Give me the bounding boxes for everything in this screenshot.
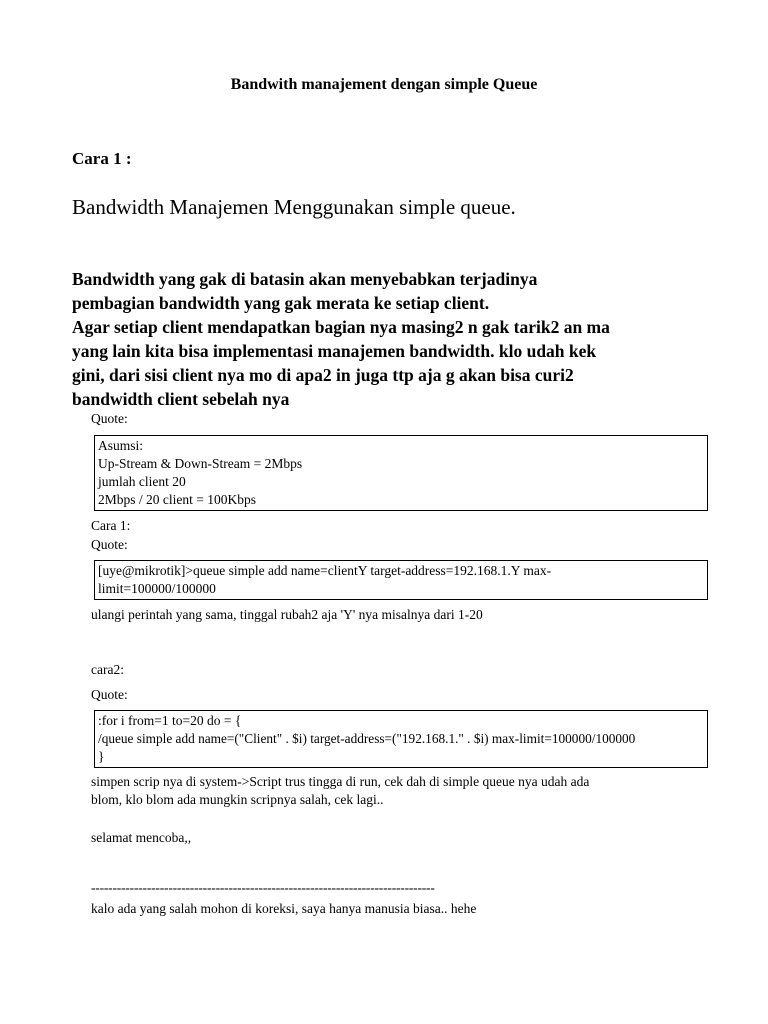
quote-line: Up-Stream & Down-Stream = 2Mbps — [98, 456, 303, 471]
quote-line: /queue simple add name=("Client" . $i) target-address=("192.168.1." . $i) max-limit=100000/100000 — [98, 731, 636, 746]
intro-line: gini, dari sisi client nya mo di apa2 in juga ttp aja g akan bisa curi2 — [72, 365, 574, 385]
quote-line: :for i from=1 to=20 do = { — [98, 713, 242, 728]
quote-box-command — [94, 560, 708, 600]
intro-line: Agar setiap client mendapatkan bagian nya masing2 n gak tarik2 an ma — [72, 317, 610, 337]
repeat-note: ulangi perintah yang sama, tinggal rubah2 aja 'Y' nya misalnya dari 1-20 — [91, 607, 483, 622]
method-two-label: cara2: — [91, 662, 124, 677]
quote-line: Asumsi: — [98, 438, 144, 453]
intro-paragraph — [72, 267, 610, 411]
quote-label: Quote: — [91, 687, 128, 702]
intro-line: yang lain kita bisa implementasi manajemen bandwidth. klo udah kek — [72, 341, 597, 361]
divider-line: -------------------------------------------------------------------------------- — [91, 880, 435, 895]
section-heading: Bandwidth Manajemen Menggunakan simple queue. — [72, 195, 516, 219]
quote-line: limit=100000/100000 — [98, 581, 216, 596]
quote-line: [uye@mikrotik]>queue simple add name=clientY target-address=192.168.1.Y max- — [98, 563, 552, 578]
method-one-label: Cara 1: — [91, 518, 131, 533]
quote-label: Quote: — [91, 411, 128, 426]
save-note-line: simpen scrip nya di system->Script trus tingga di run, cek dah di simple queue nya udah ada — [91, 774, 590, 789]
quote-line: } — [98, 749, 105, 764]
intro-line: bandwidth client sebelah nya — [72, 389, 290, 409]
save-note-line: blom, klo blom ada mungkin scripnya salah, cek lagi.. — [91, 792, 384, 807]
quote-line: 2Mbps / 20 client = 100Kbps — [98, 492, 256, 507]
closing-text: selamat mencoba,, — [91, 830, 192, 845]
save-note — [91, 773, 589, 809]
quote-label: Quote: — [91, 537, 128, 552]
quote-box-assumption — [94, 435, 708, 511]
quote-box-script — [94, 710, 708, 768]
intro-line: Bandwidth yang gak di batasin akan menyebabkan terjadinya — [72, 269, 538, 289]
quote-line: jumlah client 20 — [98, 474, 186, 489]
document-title: Bandwith manajement dengan simple Queue — [230, 76, 538, 93]
intro-line: pembagian bandwidth yang gak merata ke setiap client. — [72, 293, 490, 313]
method-heading: Cara 1 : — [72, 149, 132, 168]
footer-note: kalo ada yang salah mohon di koreksi, saya hanya manusia biasa.. hehe — [91, 901, 477, 916]
